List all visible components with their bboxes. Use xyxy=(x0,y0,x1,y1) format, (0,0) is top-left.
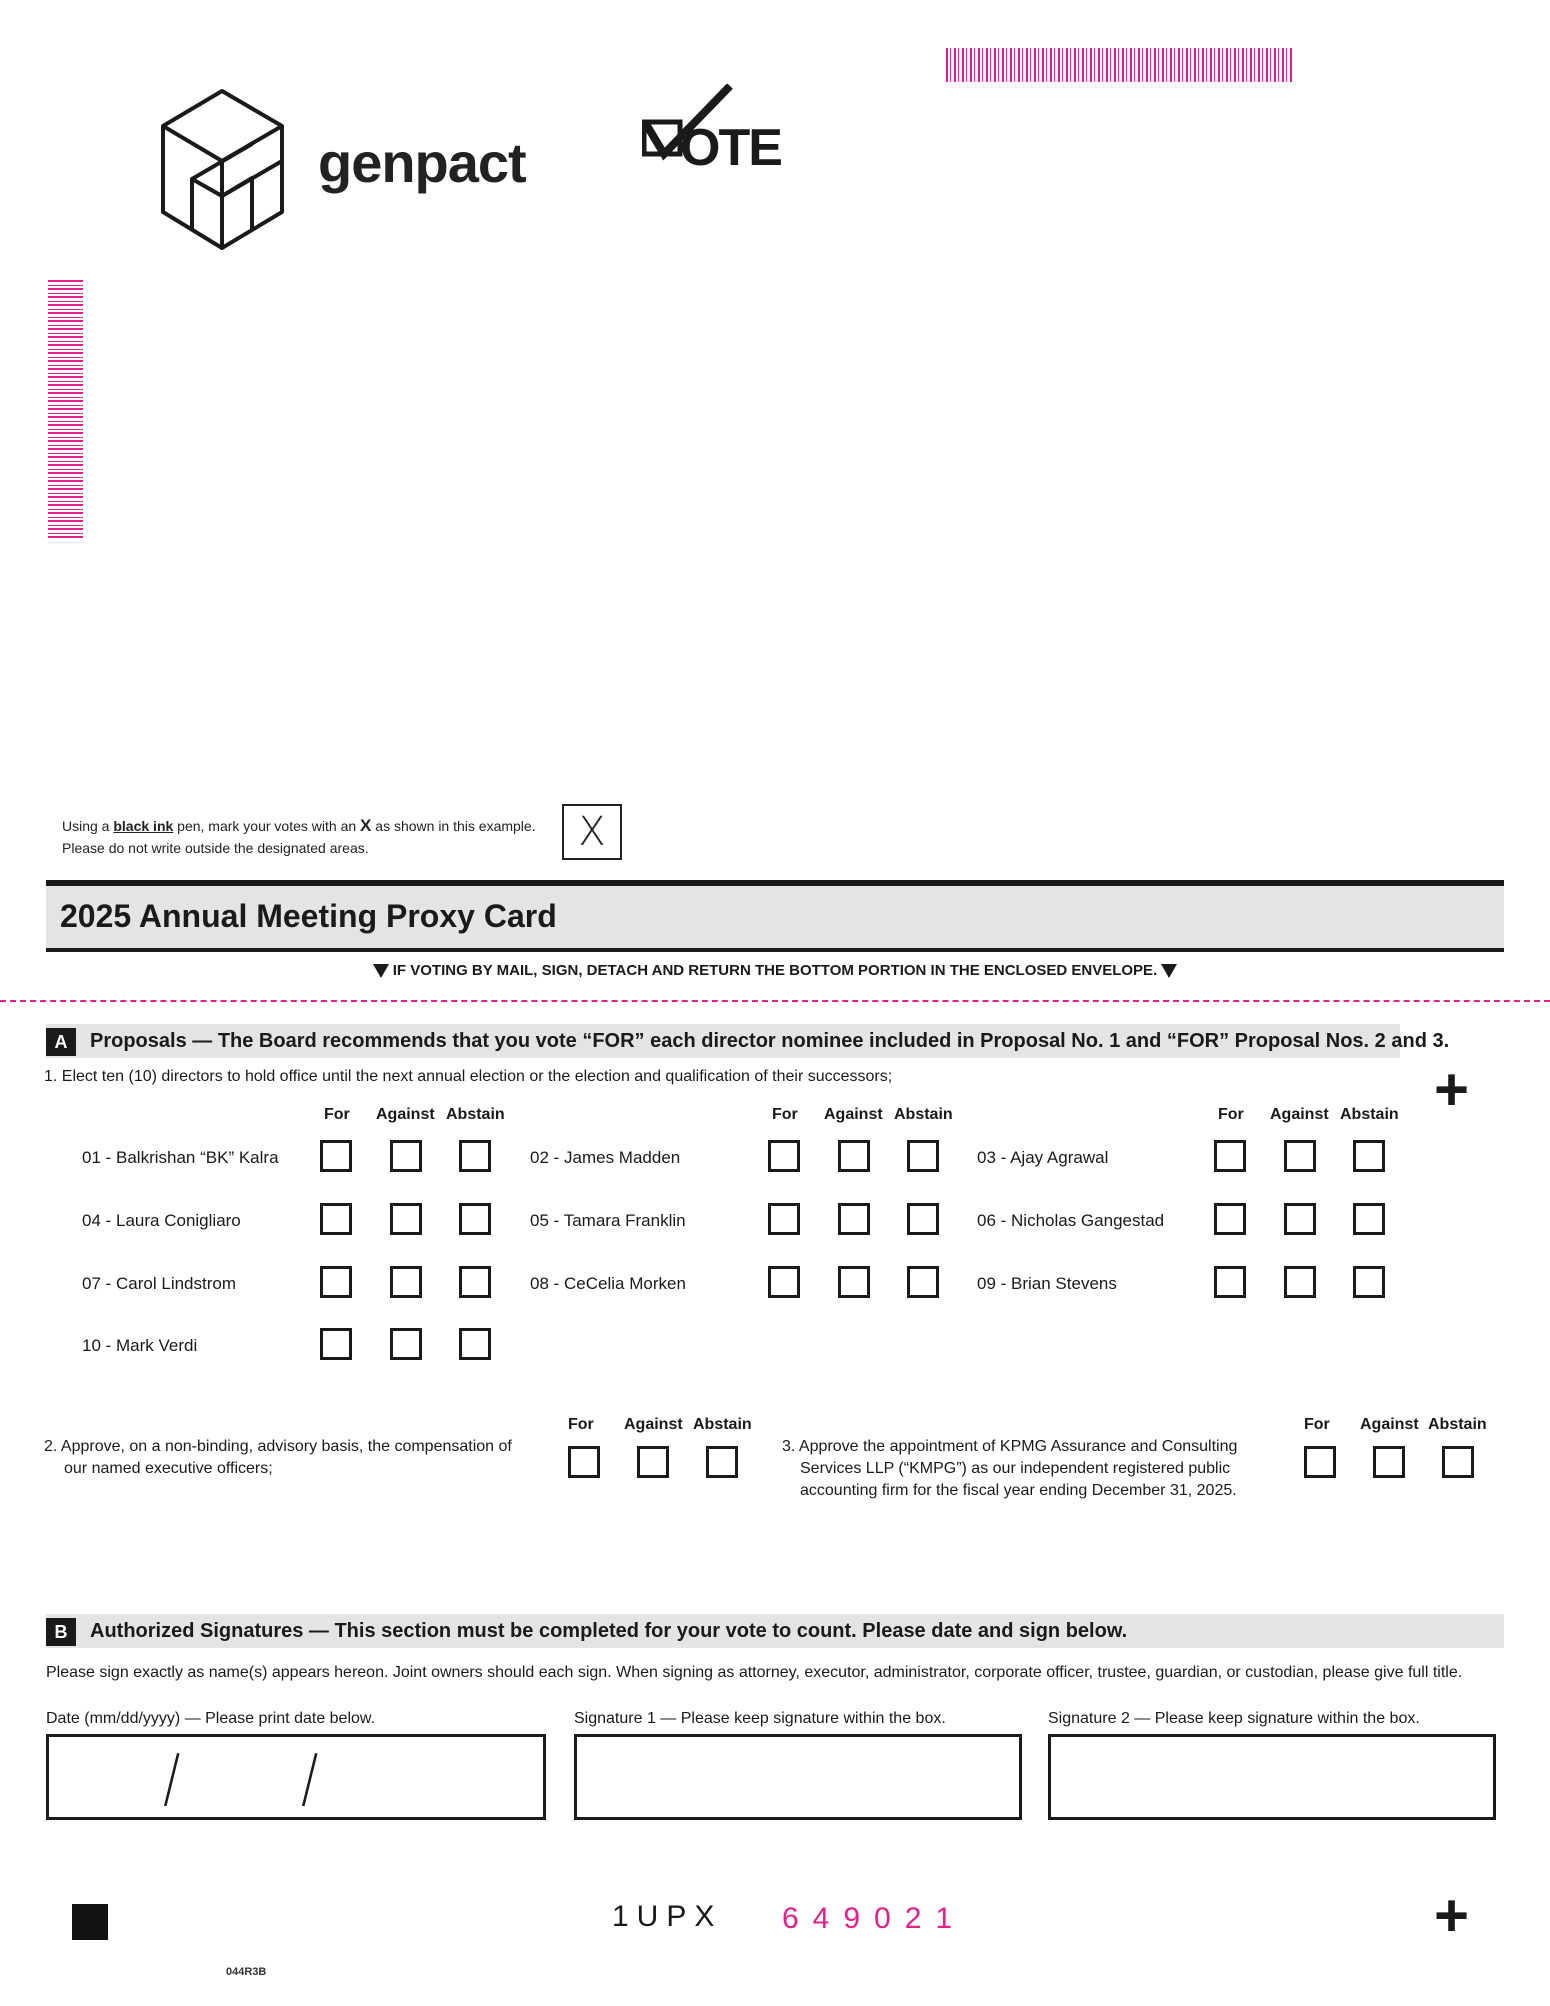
signature-instructions: Please sign exactly as name(s) appears hereon. Joint owners should each sign. When signing as attorney, executor, administrator, corporate officer, trustee, guardian, or custodian, please give full title. xyxy=(46,1664,1463,1681)
date-field[interactable] xyxy=(46,1734,546,1820)
nominee-06-for-checkbox[interactable] xyxy=(1214,1203,1246,1235)
nominee-10-abstain-checkbox[interactable] xyxy=(459,1328,491,1360)
nominee-label: 07 - Carol Lindstrom xyxy=(82,1274,237,1293)
col-head-against: Against xyxy=(376,1106,435,1123)
col-head-against: Against xyxy=(1360,1416,1419,1433)
registration-square xyxy=(72,1904,108,1940)
col-head-abstain: Abstain xyxy=(894,1106,953,1123)
nominee-05-for-checkbox[interactable] xyxy=(768,1203,800,1235)
section-a-badge: A xyxy=(46,1028,76,1056)
nominee-03-for-checkbox[interactable] xyxy=(1214,1140,1246,1172)
col-head-for: For xyxy=(1304,1416,1330,1433)
nominee-label: 06 - Nicholas Gangestad xyxy=(977,1211,1165,1230)
nominee-09-against-checkbox[interactable] xyxy=(1284,1266,1316,1298)
nominee-02-abstain-checkbox[interactable] xyxy=(907,1140,939,1172)
proposal-3-line: 3. Approve the appointment of KPMG Assurance and Consulting xyxy=(782,1438,1238,1455)
mail-notice xyxy=(0,962,1550,979)
nominee-04-for-checkbox[interactable] xyxy=(320,1203,352,1235)
nominee-07-abstain-checkbox[interactable] xyxy=(459,1266,491,1298)
nominee-01-abstain-checkbox[interactable] xyxy=(459,1140,491,1172)
proposal-1-text: 1. Elect ten (10) directors to hold office until the next annual election or the election and qualification of their successors; xyxy=(44,1068,893,1085)
vote-logo-text: OTE xyxy=(680,119,781,177)
nominee-04-against-checkbox[interactable] xyxy=(390,1203,422,1235)
proposal-2-against-checkbox[interactable] xyxy=(637,1446,669,1478)
nominee-label: 10 - Mark Verdi xyxy=(82,1336,198,1355)
registration-plus-top: + xyxy=(1434,1056,1470,1123)
example-mark-box xyxy=(562,804,622,860)
signature-1-label: Signature 1 — Please keep signature within the box. xyxy=(574,1710,946,1727)
down-triangle-icon xyxy=(1161,964,1177,978)
barcode-top xyxy=(946,48,1292,82)
nominee-04-abstain-checkbox[interactable] xyxy=(459,1203,491,1235)
nominee-10-for-checkbox[interactable] xyxy=(320,1328,352,1360)
nominee-03-against-checkbox[interactable] xyxy=(1284,1140,1316,1172)
proposal-3-against-checkbox[interactable] xyxy=(1373,1446,1405,1478)
detach-line xyxy=(0,1000,1550,1002)
col-head-abstain: Abstain xyxy=(693,1416,752,1433)
nominee-01-against-checkbox[interactable] xyxy=(390,1140,422,1172)
genpact-logo-text: genpact xyxy=(318,131,526,194)
nominee-08-for-checkbox[interactable] xyxy=(768,1266,800,1298)
nominee-03-abstain-checkbox[interactable] xyxy=(1353,1140,1385,1172)
proposal-2-abstain-checkbox[interactable] xyxy=(706,1446,738,1478)
instr-x: X xyxy=(360,816,372,835)
col-head-for: For xyxy=(1218,1106,1244,1123)
down-triangle-icon xyxy=(373,964,389,978)
nominee-09-for-checkbox[interactable] xyxy=(1214,1266,1246,1298)
job-number: 649021 xyxy=(782,1902,967,1935)
genpact-logo-icon xyxy=(160,88,285,252)
card-title: 2025 Annual Meeting Proxy Card xyxy=(60,898,557,934)
section-a-heading: Proposals — The Board recommends that you vote “FOR” each director nominee included in Proposal No. 1 and “FOR” Proposal Nos. 2 and 3. xyxy=(90,1030,1450,1052)
nominee-07-for-checkbox[interactable] xyxy=(320,1266,352,1298)
instr-text: pen, mark your votes with an xyxy=(173,818,361,834)
proposal-2-line: 2. Approve, on a non-binding, advisory basis, the compensation of xyxy=(44,1438,512,1455)
section-b-header xyxy=(46,1614,1504,1648)
col-head-against: Against xyxy=(624,1416,683,1433)
registration-plus-bottom: + xyxy=(1434,1882,1470,1949)
signature-1-field[interactable] xyxy=(574,1734,1022,1820)
proposal-3-abstain-checkbox[interactable] xyxy=(1442,1446,1474,1478)
form-code: 044R3B xyxy=(226,1966,267,1978)
proposal-3-line: accounting firm for the fiscal year ending December 31, 2025. xyxy=(800,1482,1237,1499)
nominee-label: 01 - Balkrishan “BK” Kalra xyxy=(82,1148,279,1167)
col-head-for: For xyxy=(568,1416,594,1433)
instr-line2: Please do not write outside the designated areas. xyxy=(62,840,369,856)
nominee-06-abstain-checkbox[interactable] xyxy=(1353,1203,1385,1235)
proposal-2-line: our named executive officers; xyxy=(64,1460,273,1477)
proposal-3-line: Services LLP (“KMPG”) as our independent registered public xyxy=(800,1460,1231,1477)
col-head-abstain: Abstain xyxy=(1428,1416,1487,1433)
nominee-07-against-checkbox[interactable] xyxy=(390,1266,422,1298)
nominee-02-against-checkbox[interactable] xyxy=(838,1140,870,1172)
example-x-mark: X xyxy=(578,809,606,855)
signature-2-label: Signature 2 — Please keep signature within the box. xyxy=(1048,1710,1420,1727)
nominee-label: 03 - Ajay Agrawal xyxy=(977,1148,1109,1167)
instr-text: as shown in this example. xyxy=(371,818,536,834)
col-head-abstain: Abstain xyxy=(446,1106,505,1123)
job-code: 1UPX xyxy=(612,1900,723,1933)
nominee-10-against-checkbox[interactable] xyxy=(390,1328,422,1360)
card-title-bar xyxy=(46,880,1504,952)
signature-2-field[interactable] xyxy=(1048,1734,1496,1820)
col-head-against: Against xyxy=(824,1106,883,1123)
proposal-3-for-checkbox[interactable] xyxy=(1304,1446,1336,1478)
nominee-label: 04 - Laura Conigliaro xyxy=(82,1211,241,1230)
nominee-label: 09 - Brian Stevens xyxy=(977,1274,1117,1293)
marking-instructions xyxy=(62,815,536,859)
nominee-label: 05 - Tamara Franklin xyxy=(530,1211,686,1230)
nominee-label: 08 - CeCelia Morken xyxy=(530,1274,686,1293)
barcode-left xyxy=(48,278,83,538)
section-a-header xyxy=(46,1024,1450,1058)
nominee-label: 02 - James Madden xyxy=(530,1148,681,1167)
date-separator: / xyxy=(301,1742,319,1816)
nominee-05-against-checkbox[interactable] xyxy=(838,1203,870,1235)
col-head-for: For xyxy=(772,1106,798,1123)
nominee-05-abstain-checkbox[interactable] xyxy=(907,1203,939,1235)
nominee-09-abstain-checkbox[interactable] xyxy=(1353,1266,1385,1298)
col-head-for: For xyxy=(324,1106,350,1123)
nominee-08-abstain-checkbox[interactable] xyxy=(907,1266,939,1298)
nominee-08-against-checkbox[interactable] xyxy=(838,1266,870,1298)
nominee-06-against-checkbox[interactable] xyxy=(1284,1203,1316,1235)
date-separator: / xyxy=(163,1742,181,1816)
nominee-01-for-checkbox[interactable] xyxy=(320,1140,352,1172)
instr-text: Using a xyxy=(62,818,114,834)
instr-black-ink: black ink xyxy=(113,818,174,834)
section-b-badge: B xyxy=(46,1618,76,1646)
col-head-abstain: Abstain xyxy=(1340,1106,1399,1123)
proposal-3-text xyxy=(782,1436,1237,1502)
section-b-heading: Authorized Signatures — This section must be completed for your vote to count. Please date and sign below. xyxy=(90,1620,1128,1642)
proposal-2-text xyxy=(44,1436,512,1480)
nominee-02-for-checkbox[interactable] xyxy=(768,1140,800,1172)
proposal-2-for-checkbox[interactable] xyxy=(568,1446,600,1478)
mail-notice-text: IF VOTING BY MAIL, SIGN, DETACH AND RETURN THE BOTTOM PORTION IN THE ENCLOSED ENVELOPE. xyxy=(392,962,1158,979)
date-label: Date (mm/dd/yyyy) — Please print date below. xyxy=(46,1710,376,1727)
col-head-against: Against xyxy=(1270,1106,1329,1123)
